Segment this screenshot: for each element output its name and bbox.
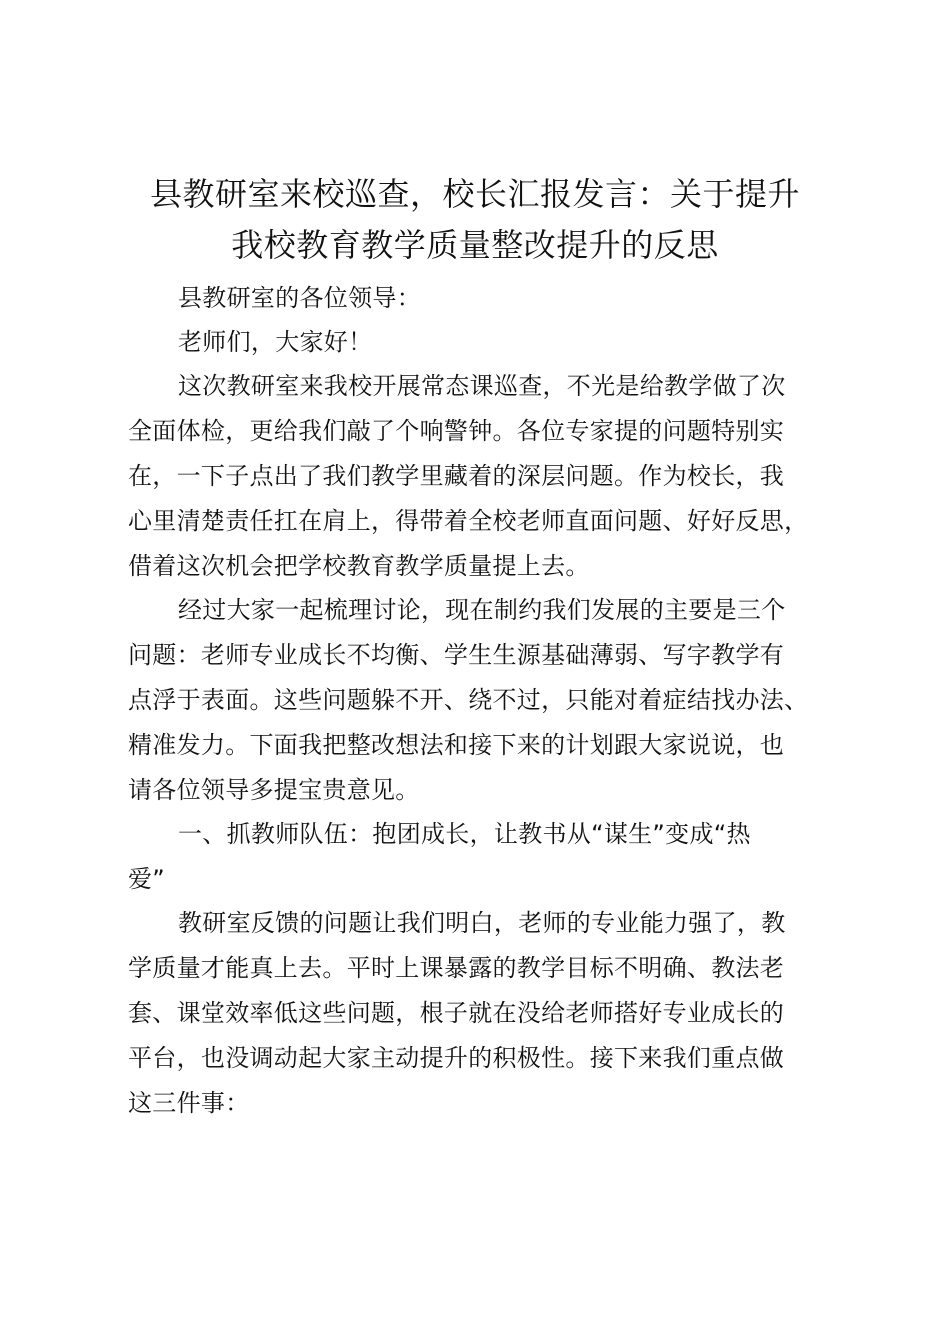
- paragraph-line: 学质量才能真上去。平时上课暴露的教学目标不明确、教法老: [128, 954, 785, 982]
- paragraph-line: 问题：老师专业成长不均衡、学生生源基础薄弱、写字教学有: [128, 641, 785, 669]
- paragraph-line: 这三件事：: [128, 1089, 250, 1117]
- paragraph-line: 借着这次机会把学校教育教学质量提上去。: [128, 552, 590, 580]
- paragraph-line: 教研室反馈的问题让我们明白，老师的专业能力强了，教: [178, 909, 786, 937]
- salutation-teachers: 老师们，大家好！: [178, 328, 373, 356]
- paragraph-line: 套、课堂效率低这些问题，根子就在没给老师搭好专业成长的: [128, 999, 785, 1027]
- paragraph-line: 这次教研室来我校开展常态课巡查，不光是给教学做了次: [178, 372, 786, 400]
- paragraph-line: 平台，也没调动起大家主动提升的积极性。接下来我们重点做: [128, 1044, 785, 1072]
- section-heading-line: 一、抓教师队伍：抱团成长，让教书从“谋生”变成“热: [178, 820, 751, 848]
- paragraph-line: 全面体检，更给我们敲了个响警钟。各位专家提的问题特别实: [128, 417, 785, 445]
- section-heading-line: 爱”: [128, 865, 166, 893]
- paragraph-line: 心里清楚责任扛在肩上，得带着全校老师直面问题、好好反思，: [128, 507, 809, 535]
- paragraph-line: 点浮于表面。这些问题躲不开、绕不过，只能对着症结找办法、: [128, 686, 809, 714]
- paragraph-line: 经过大家一起梳理讨论，现在制约我们发展的主要是三个: [178, 596, 786, 624]
- salutation-leaders: 县教研室的各位领导：: [178, 284, 421, 312]
- document-title-line-2: 我校教育教学质量整改提升的反思: [231, 226, 719, 264]
- paragraph-line: 精准发力。下面我把整改想法和接下来的计划跟大家说说，也: [128, 731, 785, 759]
- document-title-line-1: 县教研室来校巡查，校长汇报发言：关于提升: [149, 175, 800, 213]
- paragraph-line: 请各位领导多提宝贵意见。: [128, 776, 420, 804]
- paragraph-line: 在，一下子点出了我们教学里藏着的深层问题。作为校长，我: [128, 462, 785, 490]
